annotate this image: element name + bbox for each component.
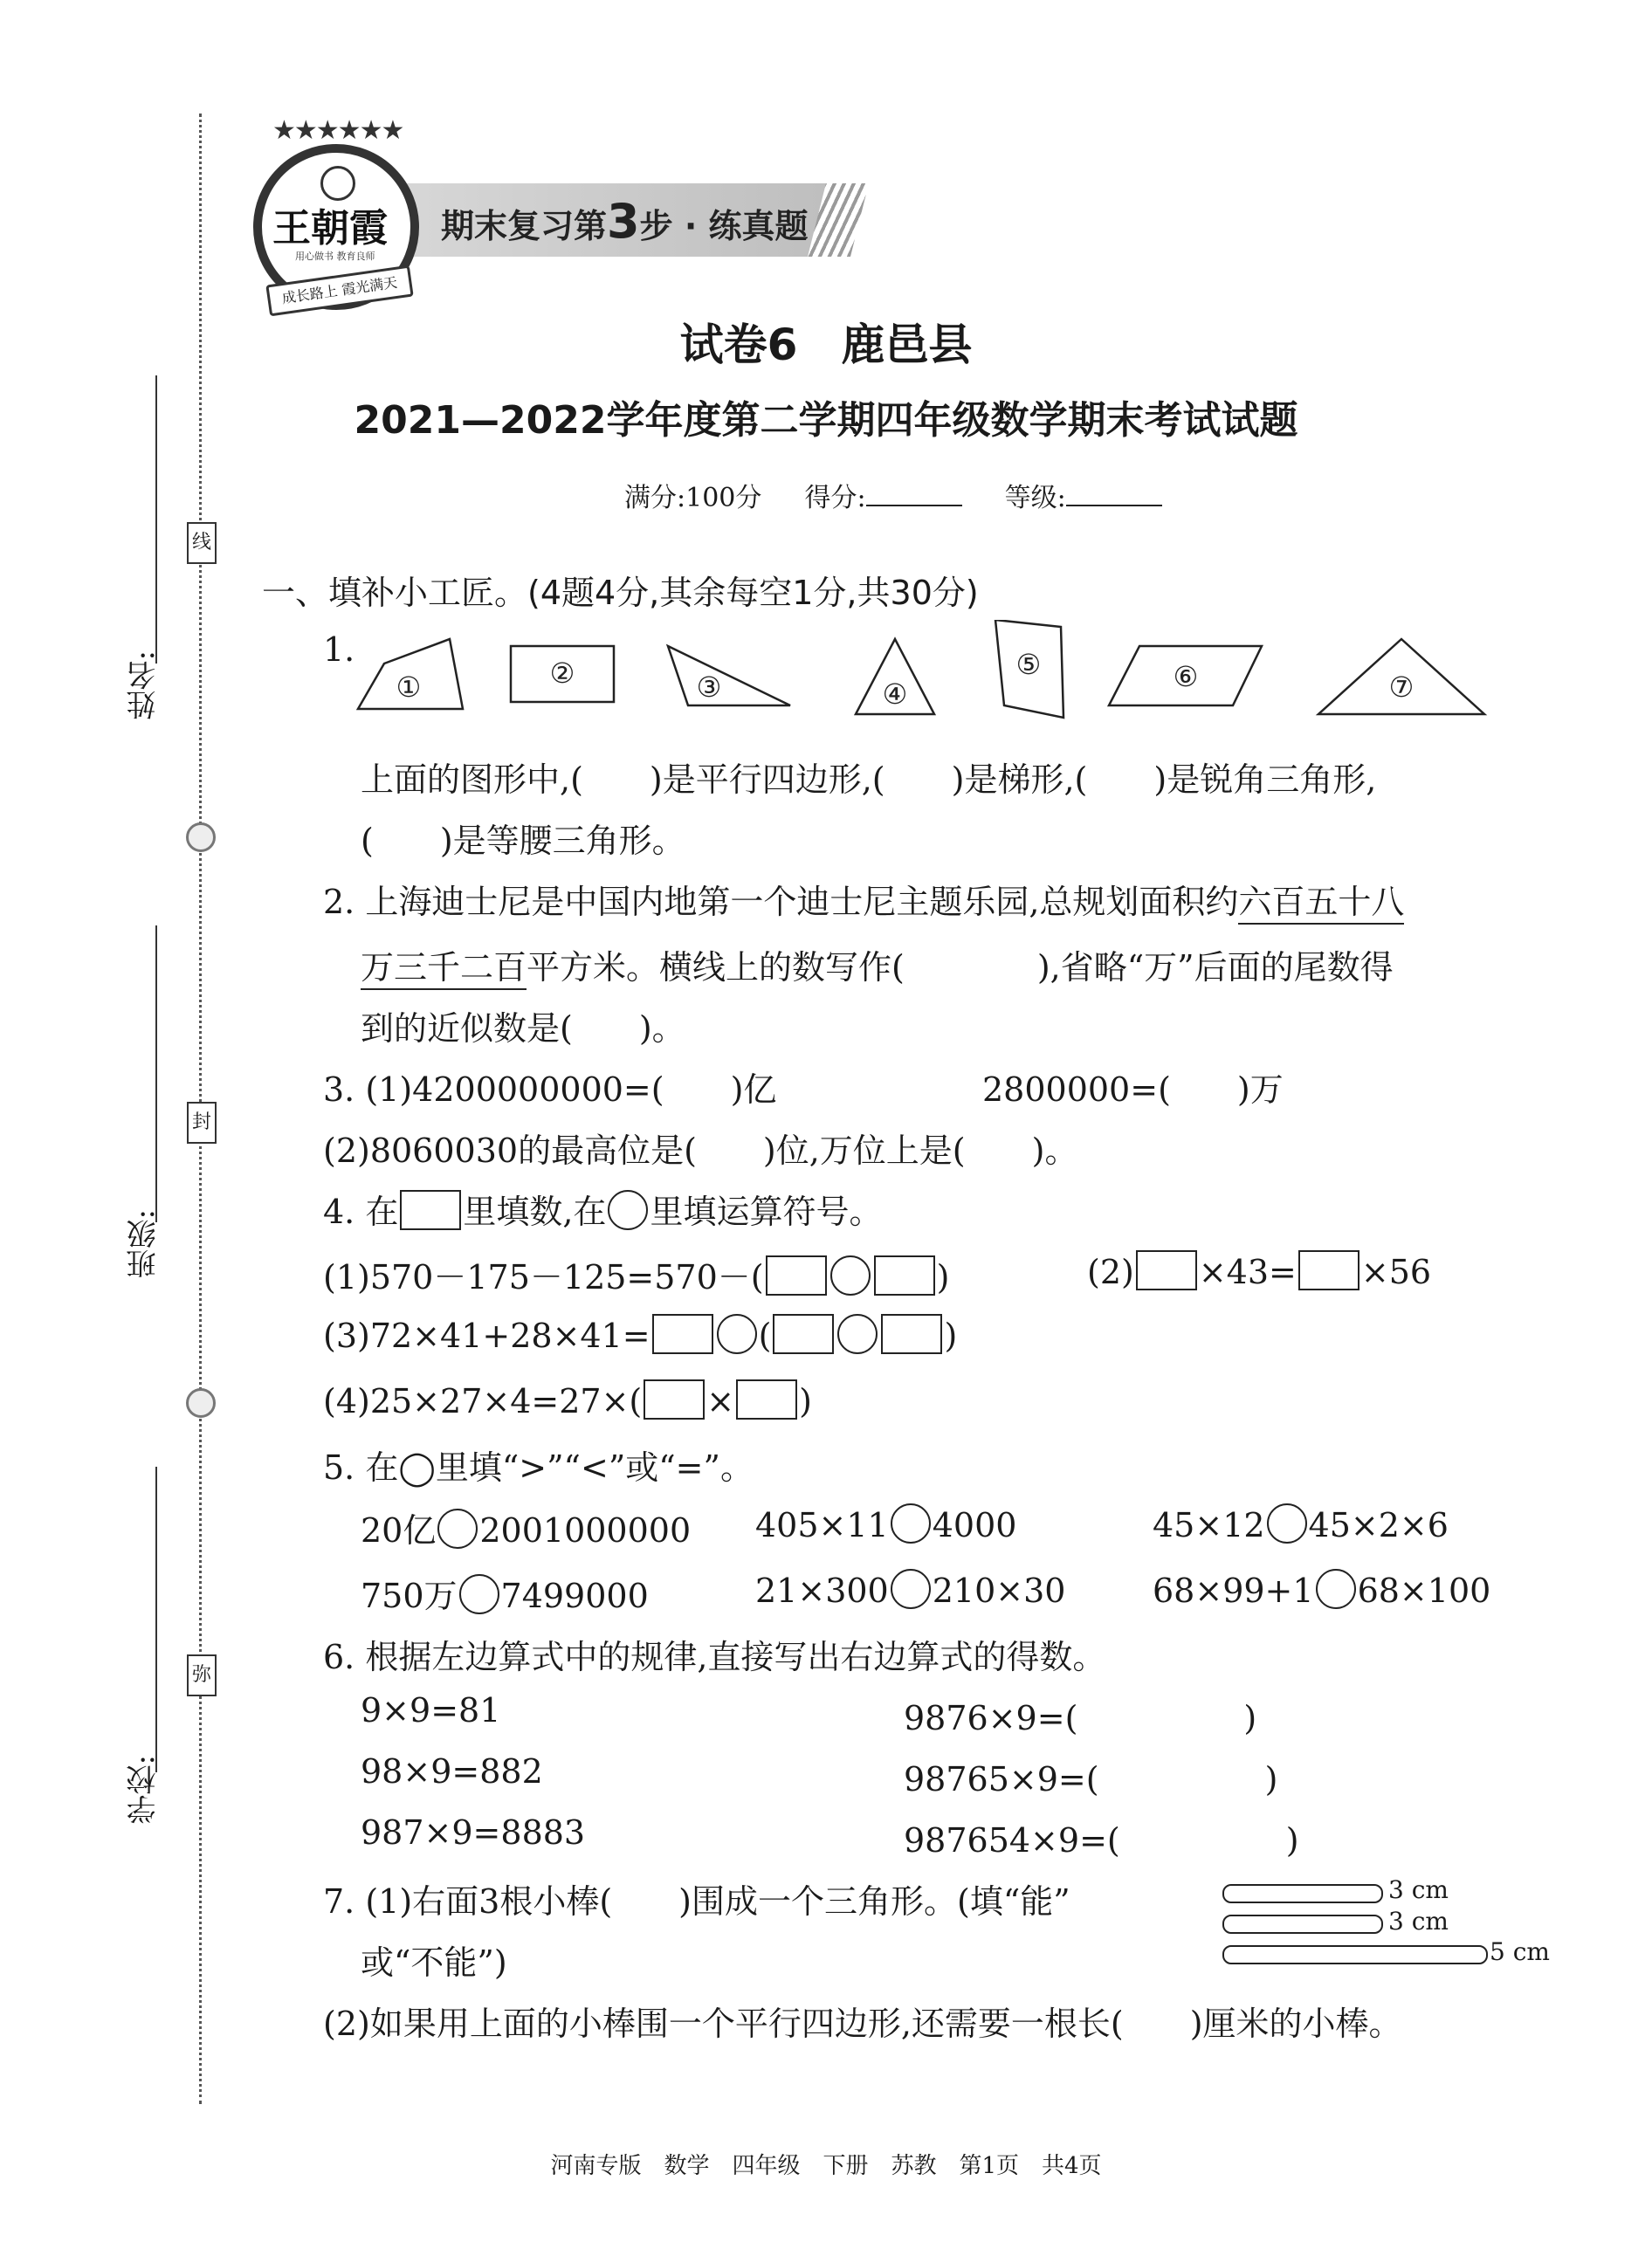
- q1-line2: ( )是等腰三角形。: [361, 822, 685, 860]
- compare-circle[interactable]: [891, 1569, 931, 1609]
- q4-p3-a: (3)72×41+28×41=: [323, 1317, 650, 1355]
- q4-p4-c: ): [799, 1382, 812, 1420]
- q4-p1-a: (1)570－175－125=570－(: [323, 1258, 764, 1296]
- compare-circle[interactable]: [1267, 1503, 1307, 1544]
- q2-underlined-1: 六百五十八: [1238, 883, 1404, 925]
- q1-number: 1.: [323, 630, 355, 669]
- q2-line1: [323, 875, 1404, 923]
- q2-text-a: 2. 上海迪士尼是中国内地第一个迪士尼主题乐园,总规划面积约: [323, 883, 1239, 921]
- answer-box[interactable]: [1136, 1250, 1197, 1290]
- stick-1-label: 3 cm: [1388, 1875, 1449, 1904]
- q4-p4-b: ×: [706, 1382, 735, 1420]
- compare-circle[interactable]: [437, 1509, 478, 1549]
- answer-box[interactable]: [400, 1190, 461, 1230]
- q2-underlined-2: 万三千二百: [361, 948, 527, 990]
- grade-blank[interactable]: [1066, 505, 1162, 506]
- operator-circle[interactable]: [717, 1314, 757, 1354]
- q4-p2-a: (2): [1087, 1253, 1134, 1291]
- name-label: 姓名:: [127, 650, 162, 720]
- page-footer: 河南专版 数学 四年级 下册 苏教 第1页 共4页: [550, 2153, 1102, 2179]
- q4-part3: [323, 1314, 957, 1355]
- school-label: 学校:: [127, 1755, 162, 1825]
- stick-2: [1222, 1915, 1383, 1934]
- class-underline: [155, 925, 157, 1222]
- shape-label-7: ⑦: [1388, 671, 1415, 704]
- answer-box[interactable]: [652, 1314, 713, 1354]
- full-score: 满分:100分: [624, 483, 762, 513]
- q5-r1-c1: 20亿 2001000000: [361, 1503, 691, 1551]
- q5-r2-c3: 68×99+1 68×100: [1153, 1569, 1490, 1610]
- q1-line1: 上面的图形中,( )是平行四边形,( )是梯形,( )是锐角三角形,: [361, 760, 1377, 799]
- q5-r1-c3: 45×12 45×2×6: [1153, 1503, 1449, 1544]
- q6-left-1: 9×9=81: [361, 1691, 501, 1730]
- q4-p3-c: ): [944, 1317, 958, 1355]
- q7-line2: 或“不能”): [361, 1943, 507, 1982]
- q2-line2: [361, 940, 1394, 988]
- q4-part2: [1087, 1250, 1431, 1291]
- answer-box[interactable]: [881, 1314, 942, 1354]
- logo-tagline: 用心做书 教育良师: [295, 251, 375, 262]
- answer-box[interactable]: [736, 1379, 797, 1420]
- logo-brand-name: 王朝霞: [272, 206, 388, 251]
- answer-box[interactable]: [773, 1314, 834, 1354]
- banner-suffix: 步 · 练真题: [639, 207, 809, 245]
- spiral-icon: [186, 822, 216, 852]
- score-blank[interactable]: [866, 505, 962, 506]
- q6-right-2: 98765×9=( ): [904, 1760, 1278, 1799]
- compare-circle[interactable]: [891, 1503, 931, 1544]
- operator-circle[interactable]: [830, 1255, 871, 1296]
- shape-label-5: ⑤: [1015, 648, 1042, 681]
- seal-seal: 封: [187, 1102, 217, 1144]
- grade-label: 等级:: [1004, 483, 1066, 513]
- shape-3-obtuse-triangle: [668, 646, 790, 705]
- q3-line2: (2)8060030的最高位是( )位,万位上是( )。: [323, 1131, 1078, 1170]
- q5-r2-c2: 21×300 210×30: [755, 1569, 1065, 1610]
- q4-intro-a: 4. 在: [323, 1193, 399, 1231]
- q4-p1-b: ): [936, 1258, 950, 1296]
- q6-right-3: 987654×9=( ): [904, 1821, 1299, 1860]
- stick-1: [1222, 1884, 1383, 1903]
- q4-p4-a: (4)25×27×4=27×(: [323, 1382, 643, 1420]
- q4-intro: [323, 1185, 882, 1233]
- banner-step-number: 3: [607, 194, 640, 249]
- q3-line1-b: 2800000=( )万: [982, 1070, 1284, 1109]
- logo-emblem-icon: [320, 166, 355, 201]
- page-subtitle: 2021—2022学年度第二学期四年级数学期末考试试题: [354, 398, 1298, 443]
- shape-label-1: ①: [396, 671, 422, 704]
- q4-intro-c: 里填运算符号。: [650, 1193, 883, 1231]
- q1-shapes: [349, 620, 1511, 746]
- q7-line1: 7. (1)右面3根小棒( )围成一个三角形。(填“能”: [323, 1882, 1070, 1921]
- q4-part4: [323, 1379, 812, 1420]
- answer-box[interactable]: [644, 1379, 705, 1420]
- seal-line: 线: [187, 522, 217, 564]
- compare-circle[interactable]: [1316, 1569, 1356, 1609]
- compare-circle[interactable]: [459, 1574, 499, 1614]
- answer-box[interactable]: [766, 1255, 827, 1296]
- q2-line3: 到的近似数是( )。: [361, 1009, 685, 1048]
- q6-left-2: 98×9=882: [361, 1752, 543, 1791]
- q6-left-3: 987×9=8883: [361, 1813, 586, 1852]
- q7-line3: (2)如果用上面的小棒围一个平行四边形,还需要一根长( )厘米的小棒。: [323, 2005, 1402, 2043]
- logo-stars: ★★★★★★: [272, 115, 403, 146]
- q5-r1-c2: 405×11 4000: [755, 1503, 1016, 1544]
- shape-label-2: ②: [549, 657, 575, 690]
- banner-prefix: 期末复习第: [441, 207, 608, 245]
- score-label: 得分:: [804, 483, 866, 513]
- shape-label-6: ⑥: [1173, 660, 1199, 693]
- answer-box[interactable]: [874, 1255, 935, 1296]
- q5-intro: 5. 在◯里填“>”“<”或“=”。: [323, 1448, 754, 1487]
- q6-right-1: 9876×9=( ): [904, 1699, 1257, 1737]
- seal-close: 弥: [187, 1654, 217, 1696]
- section-heading: 一、填补小工匠。(4题4分,其余每空1分,共30分): [262, 574, 979, 612]
- q4-p2-b: ×43=: [1198, 1253, 1297, 1291]
- class-label: 班级:: [127, 1209, 162, 1279]
- q4-p2-c: ×56: [1360, 1253, 1432, 1291]
- shape-label-3: ③: [696, 671, 722, 704]
- page-title: 试卷6 鹿邑县: [679, 320, 973, 370]
- q6-intro: 6. 根据左边算式中的规律,直接写出右边算式的得数。: [323, 1638, 1106, 1676]
- operator-circle[interactable]: [608, 1190, 648, 1230]
- stick-3-label: 5 cm: [1490, 1937, 1550, 1966]
- logo-slogan-ribbon: 成长路上 霞光满天: [265, 265, 413, 317]
- answer-box[interactable]: [1298, 1250, 1359, 1290]
- school-underline: [155, 1467, 157, 1772]
- q4-part1: [323, 1250, 949, 1298]
- operator-circle[interactable]: [837, 1314, 878, 1354]
- score-line: [624, 476, 1162, 514]
- spiral-icon: [186, 1388, 216, 1418]
- shape-label-4: ④: [882, 677, 908, 711]
- stick-3: [1222, 1945, 1488, 1964]
- q4-intro-b: 里填数,在: [463, 1193, 607, 1231]
- banner-text: [441, 194, 809, 249]
- stick-2-label: 3 cm: [1388, 1907, 1449, 1936]
- q4-p3-b: (: [758, 1317, 772, 1355]
- q5-r2-c1: 750万 7499000: [361, 1569, 649, 1617]
- q2-text-b: 平方米。横线上的数写作( ),省略“万”后面的尾数得: [527, 948, 1394, 987]
- q3-line1-a: 3. (1)4200000000=( )亿: [323, 1070, 777, 1109]
